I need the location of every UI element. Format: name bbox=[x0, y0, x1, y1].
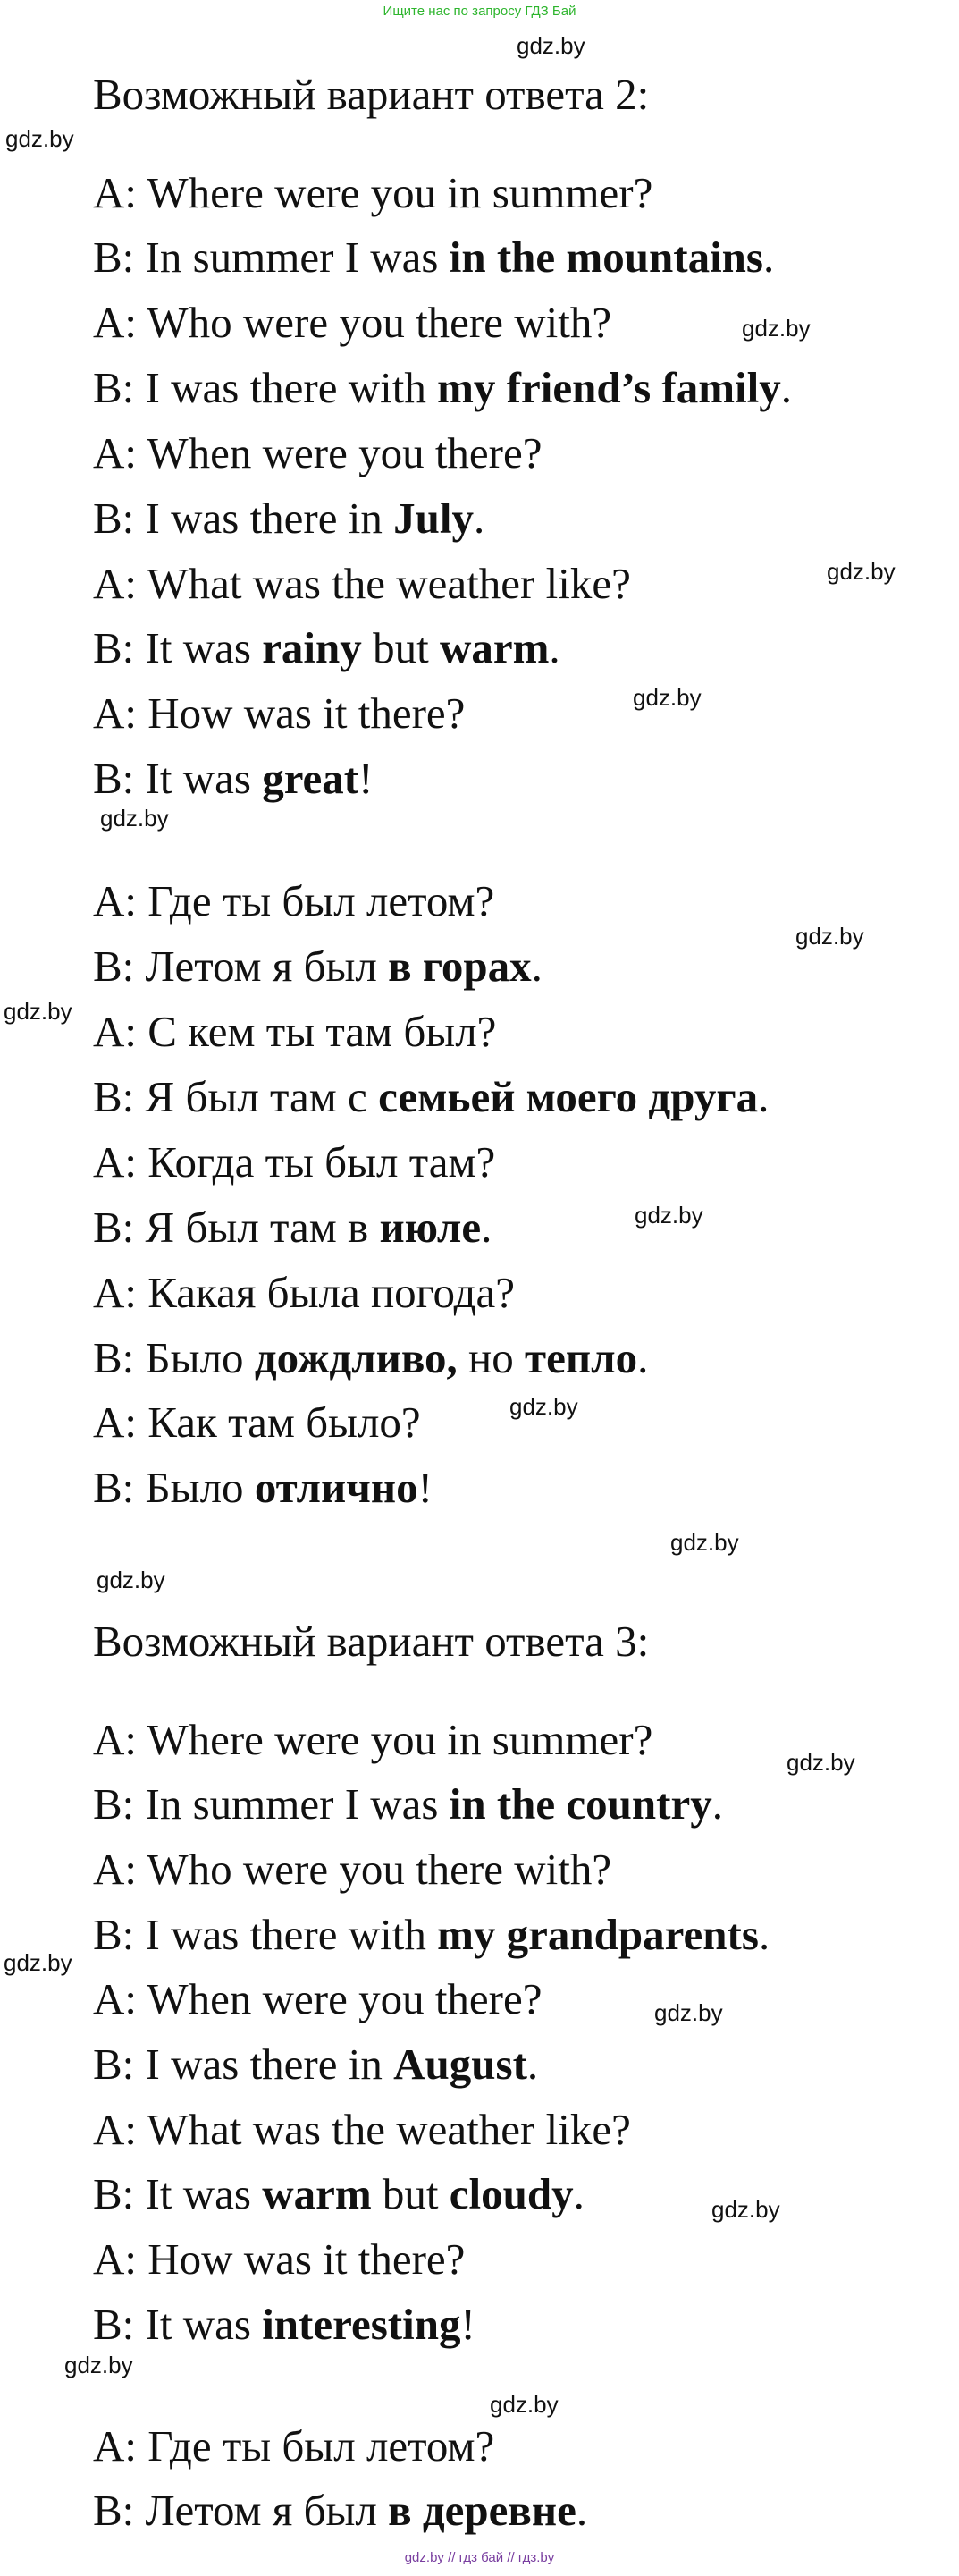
line-emphasis: cloudy bbox=[449, 2169, 574, 2218]
watermark: gdz.by bbox=[670, 1529, 739, 1556]
dialogue-line bbox=[93, 2169, 585, 2219]
line-text: ! bbox=[417, 1463, 433, 1512]
line-text: B: Я был там в bbox=[93, 1203, 380, 1252]
line-emphasis: in the country bbox=[449, 1779, 712, 1829]
watermark: gdz.by bbox=[635, 1202, 703, 1229]
watermark: gdz.by bbox=[795, 923, 864, 950]
line-text: A: Where were you in summer? bbox=[93, 168, 653, 217]
line-text: B: Было bbox=[93, 1463, 255, 1512]
line-emphasis: rainy bbox=[262, 623, 362, 672]
line-emphasis: июле bbox=[379, 1203, 482, 1252]
dialogue-line bbox=[93, 1072, 769, 1122]
dialogue-line bbox=[93, 1137, 495, 1187]
line-text: ! bbox=[358, 754, 374, 803]
line-text: . bbox=[576, 2486, 588, 2535]
line-text: . bbox=[711, 1779, 723, 1829]
section-heading: Возможный вариант ответа 3: bbox=[93, 1617, 650, 1666]
dialogue-line bbox=[93, 1845, 611, 1895]
line-text: but bbox=[371, 2169, 450, 2218]
line-text: A: What was the weather like? bbox=[93, 559, 631, 608]
dialogue-line bbox=[93, 1398, 421, 1448]
dialogue-line bbox=[93, 1463, 433, 1513]
dialogue-line bbox=[93, 2300, 475, 2350]
dialogue-line bbox=[93, 2234, 465, 2285]
line-text: ! bbox=[460, 2300, 475, 2349]
line-text: A: Когда ты был там? bbox=[93, 1137, 496, 1187]
line-emphasis: warm bbox=[439, 623, 550, 672]
line-text: A: How was it there? bbox=[93, 688, 466, 738]
line-text: B: In summer I was bbox=[93, 232, 450, 282]
bottom-footer: gdz.by // гдз бай // гдз.by bbox=[404, 2550, 555, 2565]
dialogue-line bbox=[93, 876, 494, 926]
watermark: gdz.by bbox=[64, 2352, 133, 2378]
watermark: gdz.by bbox=[97, 1567, 165, 1593]
line-emphasis: my grandparents bbox=[437, 1910, 759, 1959]
line-text: . bbox=[481, 1203, 492, 1252]
watermark: gdz.by bbox=[633, 684, 702, 711]
dialogue-line bbox=[93, 494, 484, 544]
dialogue-line bbox=[93, 232, 774, 283]
watermark: gdz.by bbox=[711, 2196, 780, 2223]
line-text: B: It was bbox=[93, 2169, 263, 2218]
line-text: B: Было bbox=[93, 1333, 255, 1382]
line-text: B: I was there with bbox=[93, 1910, 438, 1959]
line-emphasis: дождливо, bbox=[254, 1333, 458, 1382]
dialogue-line bbox=[93, 688, 465, 739]
line-text: A: Where were you in summer? bbox=[93, 1715, 653, 1764]
watermark: gdz.by bbox=[100, 805, 169, 832]
dialogue-line bbox=[93, 428, 543, 478]
line-text: . bbox=[573, 2169, 585, 2218]
line-text: . bbox=[637, 1333, 649, 1382]
dialogue-line bbox=[93, 2040, 538, 2090]
line-emphasis: interesting bbox=[262, 2300, 461, 2349]
dialogue-line bbox=[93, 1715, 652, 1765]
line-emphasis: в деревне bbox=[388, 2486, 576, 2535]
line-text: A: Как там было? bbox=[93, 1398, 421, 1447]
line-text: . bbox=[526, 2040, 539, 2089]
dialogue-line bbox=[93, 2486, 587, 2536]
line-text: . bbox=[473, 494, 485, 543]
watermark: gdz.by bbox=[742, 315, 811, 342]
dialogue-line bbox=[93, 1268, 515, 1318]
watermark: gdz.by bbox=[490, 2391, 559, 2418]
line-text: A: Где ты был летом? bbox=[93, 2421, 495, 2470]
line-text: но bbox=[457, 1333, 526, 1382]
line-text: B: I was there with bbox=[93, 363, 438, 412]
line-text: B: It was bbox=[93, 754, 263, 803]
line-text: . bbox=[531, 942, 543, 991]
line-emphasis: семьей моего друга bbox=[378, 1072, 759, 1121]
line-text: . bbox=[763, 232, 775, 282]
watermark: gdz.by bbox=[654, 1999, 723, 2026]
line-text: . bbox=[780, 363, 793, 412]
line-text: but bbox=[361, 623, 440, 672]
dialogue-line bbox=[93, 1333, 648, 1383]
dialogue-line bbox=[93, 363, 792, 413]
dialogue-line bbox=[93, 1203, 492, 1253]
line-emphasis: отлично bbox=[254, 1463, 418, 1512]
line-text: . bbox=[549, 623, 560, 672]
line-emphasis: August bbox=[393, 2040, 527, 2089]
line-text: A: How was it there? bbox=[93, 2234, 466, 2284]
line-emphasis: my friend’s family bbox=[437, 363, 781, 412]
dialogue-line bbox=[93, 1910, 770, 1960]
dialogue-line bbox=[93, 298, 611, 348]
dialogue-line bbox=[93, 1974, 543, 2024]
dialogue-line bbox=[93, 2105, 631, 2155]
dialogue-line bbox=[93, 559, 631, 609]
dialogue-line bbox=[93, 754, 373, 804]
line-text: B: Летом я был bbox=[93, 942, 389, 991]
dialogue-line bbox=[93, 942, 543, 992]
line-emphasis: warm bbox=[262, 2169, 372, 2218]
line-emphasis: July bbox=[393, 494, 474, 543]
watermark: gdz.by bbox=[5, 125, 74, 152]
line-emphasis: great bbox=[262, 754, 359, 803]
dialogue-line bbox=[93, 1007, 496, 1057]
watermark: gdz.by bbox=[4, 1949, 72, 1976]
line-text: A: When were you there? bbox=[93, 428, 543, 477]
dialogue-line bbox=[93, 168, 652, 218]
dialogue-line bbox=[93, 623, 560, 673]
watermark: gdz.by bbox=[827, 558, 896, 585]
line-text: B: In summer I was bbox=[93, 1779, 450, 1829]
line-text: . bbox=[758, 1072, 770, 1121]
line-text: B: It was bbox=[93, 623, 263, 672]
line-text: B: Летом я был bbox=[93, 2486, 389, 2535]
line-text: A: What was the weather like? bbox=[93, 2105, 631, 2154]
line-emphasis: в горах bbox=[388, 942, 532, 991]
watermark: gdz.by bbox=[787, 1749, 855, 1776]
watermark: gdz.by bbox=[509, 1393, 578, 1420]
top-banner: Ищите нас по запросу ГДЗ Бай bbox=[383, 4, 576, 19]
line-text: B: Я был там с bbox=[93, 1072, 379, 1121]
line-text: A: С кем ты там был? bbox=[93, 1007, 497, 1056]
dialogue-line bbox=[93, 1779, 723, 1829]
line-text: B: I was there in bbox=[93, 2040, 394, 2089]
line-text: A: When were you there? bbox=[93, 1974, 543, 2023]
line-text: A: Who were you there with? bbox=[93, 298, 612, 347]
watermark: gdz.by bbox=[517, 32, 585, 59]
line-text: A: Где ты был летом? bbox=[93, 876, 495, 925]
line-text: B: I was there in bbox=[93, 494, 394, 543]
section-heading: Возможный вариант ответа 2: bbox=[93, 70, 650, 119]
line-text: B: It was bbox=[93, 2300, 263, 2349]
watermark: gdz.by bbox=[4, 998, 72, 1025]
line-text: . bbox=[758, 1910, 770, 1959]
line-text: A: Who were you there with? bbox=[93, 1845, 612, 1894]
line-emphasis: in the mountains bbox=[449, 232, 764, 282]
line-text: A: Какая была погода? bbox=[93, 1268, 516, 1317]
line-emphasis: тепло bbox=[525, 1333, 638, 1382]
dialogue-line bbox=[93, 2421, 494, 2471]
